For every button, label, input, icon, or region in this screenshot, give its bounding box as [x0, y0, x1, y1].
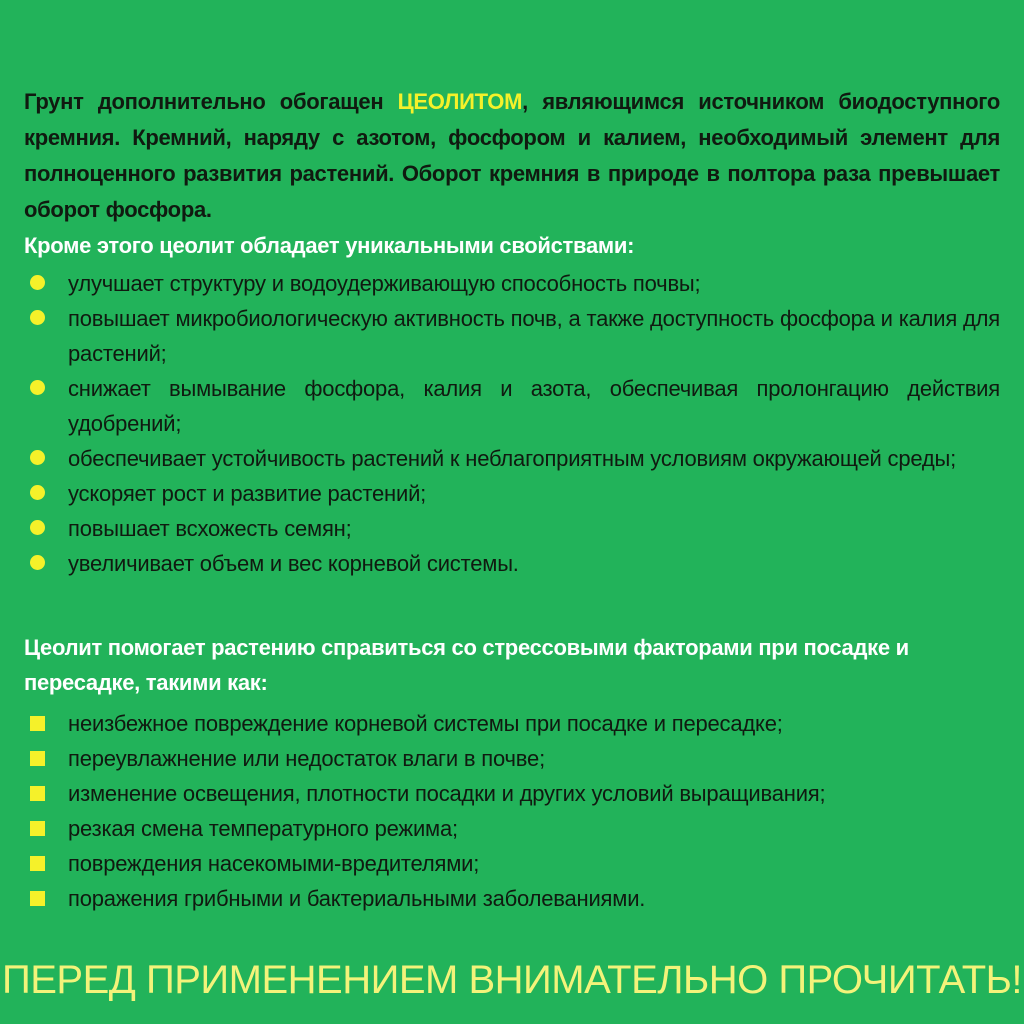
bullet-dot-icon	[30, 555, 45, 570]
list-item: повышает микробиологическую активность почв, а также доступность фосфора и калия для растений;	[24, 301, 1000, 371]
bullet-square-icon	[30, 821, 45, 836]
bullet-square-icon	[30, 751, 45, 766]
bullet-dot-icon	[30, 450, 45, 465]
stress-heading: Цеолит помогает растению справиться со стрессовыми факторами при посадке и пересадке, такими как:	[24, 635, 909, 695]
bullet-square-icon	[30, 891, 45, 906]
list-item: повреждения насекомыми-вредителями;	[24, 846, 1000, 881]
warning-footer: ПЕРЕД ПРИМЕНЕНИЕМ ВНИМАТЕЛЬНО ПРОЧИТАТЬ!	[1, 958, 1023, 1002]
bullet-square-icon	[30, 786, 45, 801]
properties-list	[24, 266, 1000, 581]
list-item: резкая смена температурного режима;	[24, 811, 1000, 846]
list-item: переувлажнение или недостаток влаги в почве;	[24, 741, 1000, 776]
list-item: ускоряет рост и развитие растений;	[24, 476, 1000, 511]
list-item: улучшает структуру и водоудерживающую способность почвы;	[24, 266, 1000, 301]
bullet-square-icon	[30, 716, 45, 731]
bullet-dot-icon	[30, 485, 45, 500]
list-item: неизбежное повреждение корневой системы при посадке и пересадке;	[24, 706, 1000, 741]
stress-factors-list	[24, 706, 1000, 916]
bullet-dot-icon	[30, 520, 45, 535]
list-item: обеспечивает устойчивость растений к неблагоприятным условиям окружающей среды;	[24, 441, 1000, 476]
bullet-dot-icon	[30, 310, 45, 325]
intro-paragraph	[24, 84, 1000, 228]
zeolite-highlight: ЦЕОЛИТОМ	[397, 89, 523, 114]
list-item: поражения грибными и бактериальными заболеваниями.	[24, 881, 1000, 916]
intro-text-start: Грунт дополнительно обогащен	[24, 89, 398, 114]
bullet-square-icon	[30, 856, 45, 871]
list-item: снижает вымывание фосфора, калия и азота, обеспечивая пролонгацию действия удобрений;	[24, 371, 1000, 441]
properties-heading: Кроме этого цеолит обладает уникальными свойствами:	[24, 233, 635, 258]
intro-text-end: , являющимся источником биодоступного кремния. Кремний, наряду с азотом, фосфором и калием, необходимый элемент для полноценного развития растений. Оборот кремния в природе в полтора раза превышает оборот фосфора.	[24, 89, 1000, 222]
list-item: изменение освещения, плотности посадки и других условий выращивания;	[24, 776, 1000, 811]
bullet-dot-icon	[30, 380, 45, 395]
list-item: увеличивает объем и вес корневой системы.	[24, 546, 1000, 581]
bullet-dot-icon	[30, 275, 45, 290]
list-item: повышает всхожесть семян;	[24, 511, 1000, 546]
